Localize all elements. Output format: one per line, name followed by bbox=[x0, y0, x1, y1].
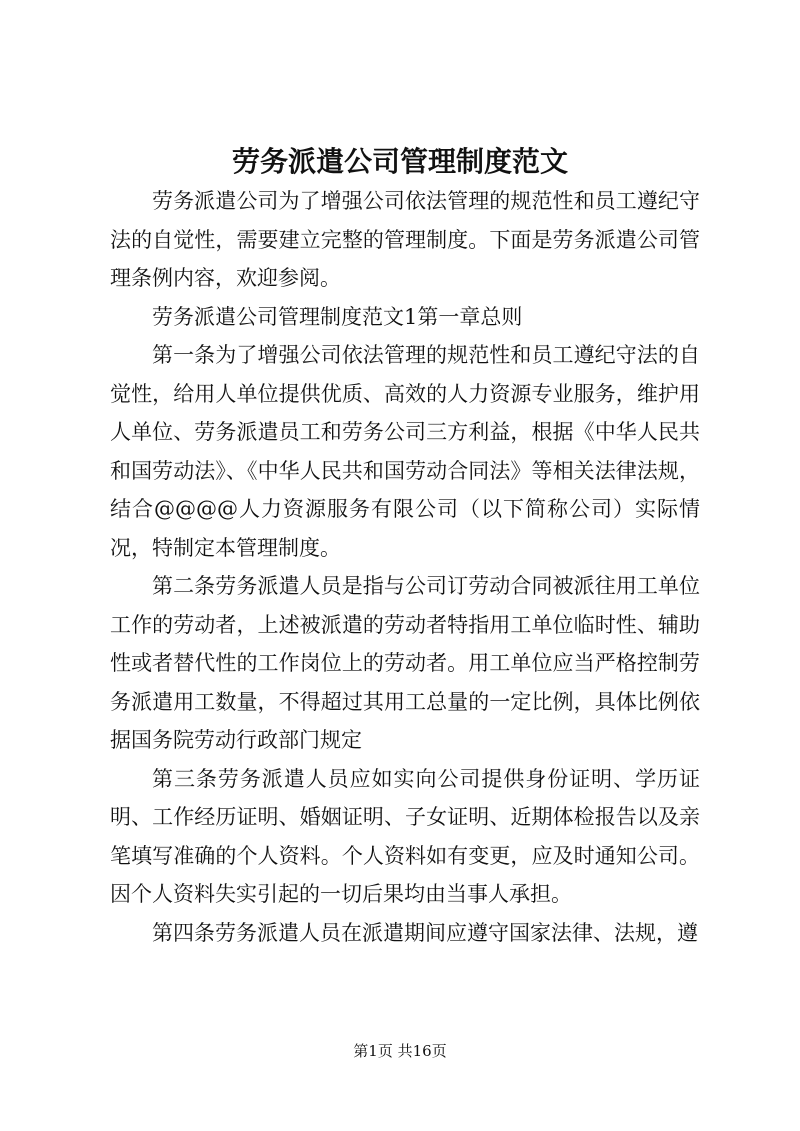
article-3-paragraph: 第三条劳务派遣人员应如实向公司提供身份证明、学历证明、工作经历证明、婚姻证明、子女证明、近期体检报告以及亲笔填写准确的个人资料。个人资料如有变更，应及时通知公司。因个人资料失实引起的一切后果均由当事人承担。 bbox=[110, 766, 700, 906]
chapter-heading-paragraph: 劳务派遣公司管理制度范文1第一章总则 bbox=[152, 304, 523, 329]
article-4-paragraph: 第四条劳务派遣人员在派遣期间应遵守国家法律、法规，遵 bbox=[152, 920, 698, 945]
article-2-paragraph: 第二条劳务派遣人员是指与公司订劳动合同被派往用工单位工作的劳动者，上述被派遣的劳动者特指用工单位临时性、辅助性或者替代性的工作岗位上的劳动者。用工单位应当严格控制劳务派遣用工数量，不得超过其用工总量的一定比例，具体比例依据国务院劳动行政部门规定 bbox=[110, 574, 700, 752]
article-1-paragraph: 第一条为了增强公司依法管理的规范性和员工遵纪守法的自觉性，给用人单位提供优质、高效的人力资源专业服务，维护用人单位、劳务派遣员工和劳务公司三方利益，根据《中华人民共和国劳动法》、《中华人民共和国劳动合同法》等相关法律法规，结合@@@@人力资源服务有限公司（以下简称公司）实际情况，特制定本管理制度。 bbox=[110, 343, 700, 560]
document-body bbox=[110, 182, 700, 952]
intro-paragraph: 劳务派遣公司为了增强公司依法管理的规范性和员工遵纪守法的自觉性，需要建立完整的管理制度。下面是劳务派遣公司管理条例内容，欢迎参阅。 bbox=[110, 189, 700, 290]
page-number-footer: 第1页 共16页 bbox=[353, 1042, 447, 1060]
document-title: 劳务派遣公司管理制度范文 bbox=[231, 145, 568, 178]
